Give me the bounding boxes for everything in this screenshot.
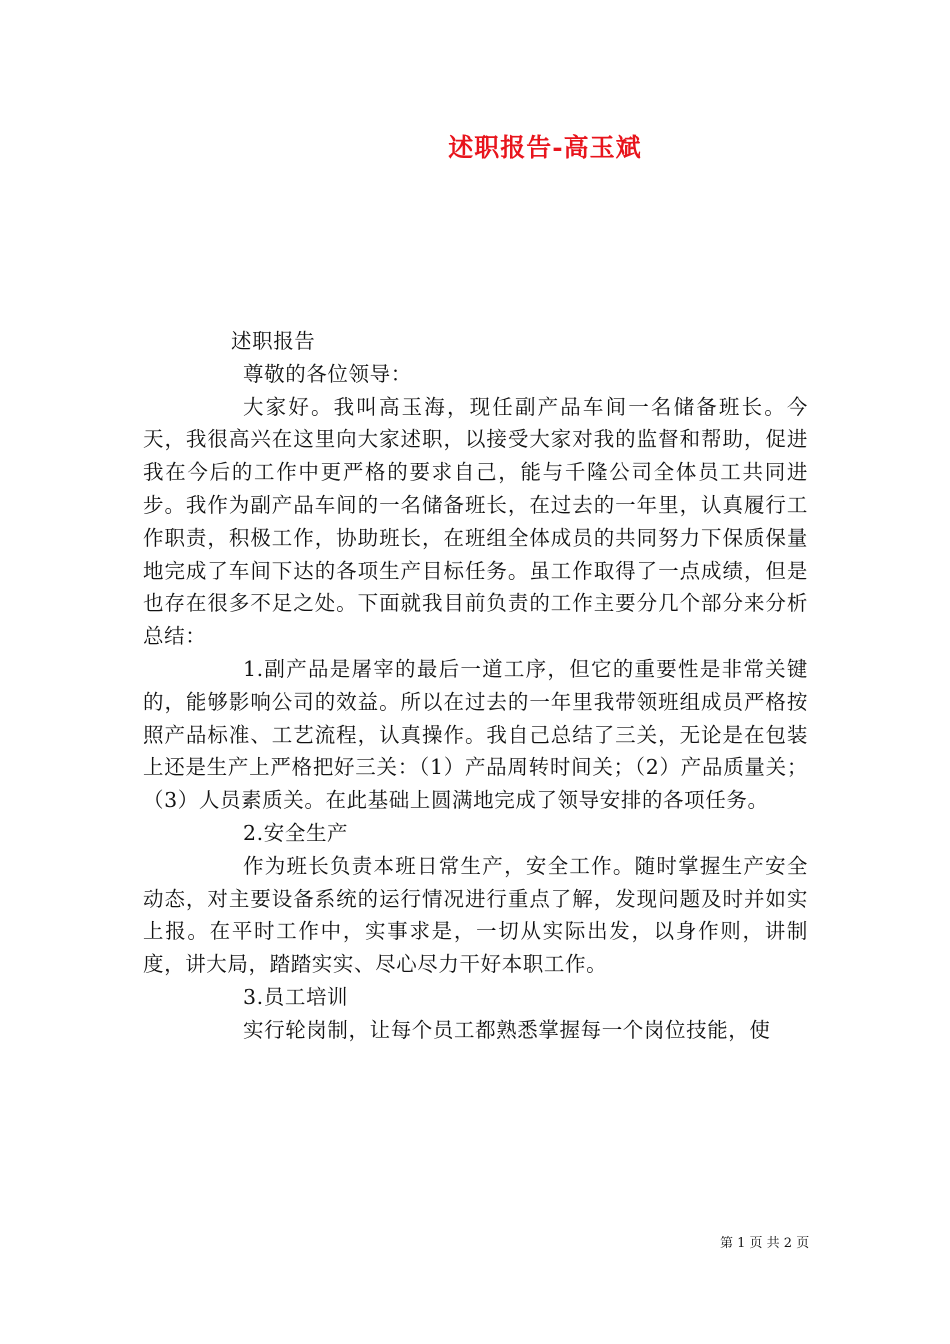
- paragraph-intro: 大家好。我叫高玉海，现任副产品车间一名储备班长。今天，我很高兴在这里向大家述职，以接受大家对我的监督和帮助，促进我在今后的工作中更严格的要求自己，能与千隆公司全体员工共同进步。我作为副产品车间的一名储备班长，在过去的一年里，认真履行工作职责，积极工作，协助班长，在班组全体成员的共同努力下保质保量地完成了车间下达的各项生产目标任务。虽工作取得了一点成绩，但是也存在很多不足之处。下面就我目前负责的工作主要分几个部分来分析总结：: [143, 394, 808, 649]
- paragraph-training: 实行轮岗制，让每个员工都熟悉掌握每一个岗位技能，使: [243, 1017, 771, 1042]
- page-number-footer: 第 1 页 共 2 页: [720, 1236, 810, 1251]
- subheading-safety: 2.安全生产: [243, 820, 349, 845]
- document-title: 述职报告-高玉斌: [448, 133, 642, 162]
- paragraph-item-1: 1.副产品是屠宰的最后一道工序，但它的重要性是非常关键的，能够影响公司的效益。所以在过去的一年里我带领班组成员严格按照产品标准、工艺流程，认真操作。我自己总结了三关，无论是在包装上还是生产上严格把好三关：（1）产品周转时间关；（2）产品质量关；（3）人员素质关。在此基础上圆满地完成了领导安排的各项任务。: [143, 656, 808, 813]
- section-heading: 述职报告: [231, 329, 316, 353]
- salutation: 尊敬的各位领导：: [243, 361, 412, 386]
- paragraph-safety: 作为班长负责本班日常生产，安全工作。随时掌握生产安全动态，对主要设备系统的运行情况进行重点了解，发现问题及时并如实上报。在平时工作中，实事求是，一切从实际出发，以身作则，讲制度，讲大局，踏踏实实、尽心尽力干好本职工作。: [143, 853, 808, 977]
- subheading-training: 3.员工培训: [243, 984, 349, 1009]
- document-body: [143, 325, 808, 1047]
